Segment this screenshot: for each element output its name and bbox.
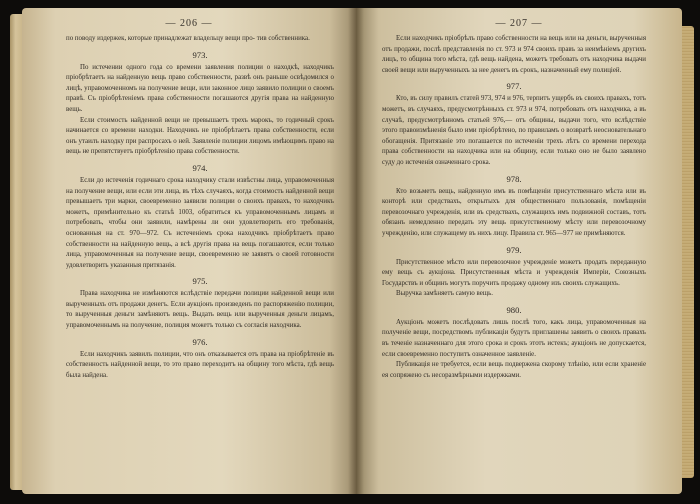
- article-number: 973.: [192, 49, 208, 60]
- paragraph: по поводу издержек, которые принадлежат владельцу вещи про- тив собственника.: [66, 35, 310, 42]
- left-page: [22, 8, 356, 494]
- article-number: 974.: [192, 162, 208, 173]
- right-page: [356, 8, 682, 494]
- page-number-left: — 206 —: [165, 18, 213, 29]
- paragraph: Аукціонъ можетъ послѣдовать лишь послѣ того, какъ лица, управомоченныя на полученіе вещи, посредствомъ публикаціи будутъ приглашены заявить о своихъ правахъ въ теченіе назначеннаго для этого срока и срокъ этотъ истекъ; аукціонъ не допускается, если своевременно поступитъ означенное заявленіе.: [382, 318, 646, 358]
- article-number: 975.: [192, 276, 208, 287]
- paragraph: Кто возьметъ вещь, найденную имъ въ помѣщеніи присутственнаго мѣста или въ конторѣ или средствахъ, открытыхъ для общественнаго пользованія, помѣщеніи перевозочнаго учрежденія, или въ средствахъ, служащихъ имъ подвижной составъ, тотъ обязанъ немедленно передать эту вещь присутственному мѣсту или перевозочному учрежденію, или служащему въ нихъ лицу. Правила ст. 965—977 не примѣняются.: [382, 187, 646, 237]
- article-number: 976.: [192, 336, 208, 347]
- left-page-text: [66, 34, 334, 484]
- open-book: [10, 8, 694, 500]
- paragraph: Если находчикъ пріобрѣлъ право собственности на вещь или на деньги, вырученныя отъ продажи, послѣ представленія по ст. 973 и 974 своихъ правъ за неимѣніемъ другихъ лицъ, то община того мѣста, гдѣ вещь найдена, можетъ требовать отъ находчика выдачи своей вещи или вырученныхъ за нее денегъ въ срокъ, назначенный ему полиціей.: [382, 35, 646, 74]
- paragraph: Права находчика не измѣняются вслѣдствіе передачи полиции найденной вещи или вырученныхъ отъ продажи денегъ. Если аукціонъ произведенъ по распоряженію полиции, то вырученныя деньги замѣняютъ вещь. Выдать вещь или вырученныя деньги лицамъ, управомоченнымъ на получение, полиция можетъ только съ согласія находчика.: [66, 290, 334, 330]
- paragraph: Если до истеченія годичнаго срока находчику стали извѣстны лица, управомоченныя на получение вещи, или если эти лица, въ тѣхъ случаяхъ, когда стоимость найденной вещи превышаетъ три марки, своевременно заявили полиции о своихъ правахъ, то находчикъ можетъ, примѣнительно къ статьѣ 1003, обратиться къ управомоченнымъ лицамъ и потребовать, чтобы они заявили, намѣрены ли они удовлетворить его требованія, основанныя на ст. 970—972. Съ истеченіемъ срока находчикъ пріобрѣтаетъ право собственности на найденную вещь, а всѣ другія права на вещь погашаются, если только лица, управомоченныя на получение вещи, своевременно не заявятъ о своей готовности удовлетворить указанныя притязанія.: [66, 176, 334, 269]
- paragraph: Если находчикъ заявилъ полиции, что онъ отказывается отъ права на пріобрѣтеніе въ собственность найденной вещи, то это право переходитъ на общину того мѣста, гдѣ вещь была найдена.: [66, 350, 334, 379]
- article-number: 980.: [506, 304, 522, 315]
- article-number: 977.: [506, 81, 522, 92]
- paragraph: Кто, въ силу правилъ статей 973, 974 и 976, терпитъ ущербъ въ своихъ правахъ, тотъ можетъ, въ случаяхъ, предусмотрѣнныхъ ст. 973 и 974, потребовать отъ находчика, а въ случаѣ, предусмотрѣнномъ статьей 976,— отъ общины, выдачи того, что вслѣдствіе этого правоизмѣненія было ими пріобрѣтено, по правиламъ о возвратѣ неосновательнаго обогащенія. Притязаніе это погашается по истеченіи трехъ лѣтъ со времени перехода права собственности на находчика или на общину, если только оно не было заявлено суду до истеченія означеннаго срока.: [382, 95, 646, 166]
- article-number: 979.: [506, 244, 522, 255]
- right-page-text: [382, 34, 646, 484]
- book-edge-right: [680, 26, 694, 478]
- paragraph: Выручка замѣняетъ самую вещь.: [396, 290, 493, 298]
- paragraph: Присутственное мѣсто или перевозочное учрежденіе можетъ продать переданную ему вещь съ аукціона. Присутственныя мѣста и учрежденія Имперіи, Союзныхъ Государствъ и общинъ могутъ поручить продажу одному изъ своихъ служащихъ.: [382, 258, 646, 287]
- article-number: 978.: [506, 173, 522, 184]
- paragraph: По истечении одного года со времени заявления полиции о находкѣ, находчикъ пріобрѣтаетъ на найденную вещь право собственности, развѣ онъ раньше освѣдомился о лицѣ, управомоченномъ на получение вещи, или законное лицо заявило полиции о своемъ правѣ. Съ пріобрѣтеніемъ права собственности погашаются другія права на найденную вещь.: [66, 63, 334, 113]
- page-number-right: — 207 —: [495, 18, 543, 29]
- paragraph: Публикація не требуется, если вещь подвержена скорому тлѣнію, или если храненіе ея сопряжено съ несоразмѣрными издержками.: [382, 361, 646, 379]
- paragraph: Если стоимость найденной вещи не превышаетъ трехъ марокъ, то годичный срокъ начинается со времени находки. Находчикъ не пріобрѣтаетъ права собственности, если онъ утаилъ находку при распросахъ о ней. Заявленіе полиции лицомъ имѣющимъ право на вещь не препятствуетъ пріобрѣтенію права собственности.: [66, 116, 334, 156]
